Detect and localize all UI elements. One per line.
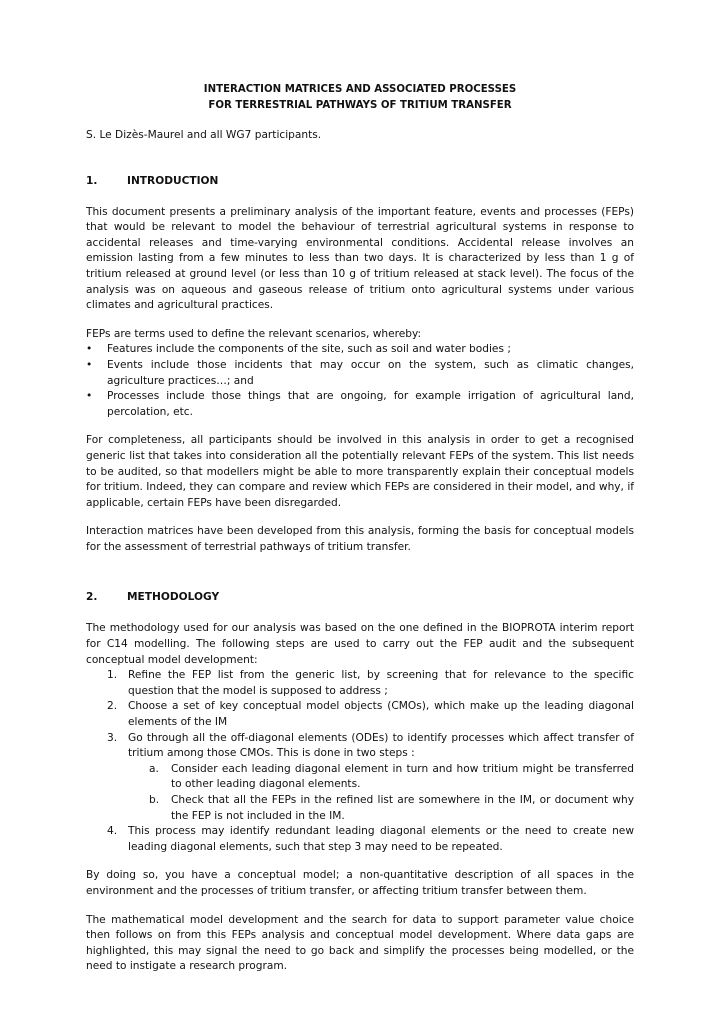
substep-letter: a.	[149, 762, 159, 775]
step-text: Choose a set of key conceptual model objects (CMOs), which make up the leading diagonal elements of the IM	[128, 700, 634, 729]
bullet-icon: •	[86, 358, 93, 371]
step-number: 1.	[107, 669, 118, 682]
bullet-icon: •	[86, 390, 93, 403]
document-title	[86, 82, 634, 114]
list-item	[86, 699, 634, 730]
bullet-text: Processes include those things that are ongoing, for example irrigation of agricultural land, percolation, etc.	[107, 390, 634, 418]
title-line-1: INTERACTION MATRICES AND ASSOCIATED PROCESSES	[203, 84, 517, 95]
step-text: Go through all the off-diagonal elements (ODEs) to identify processes which affect transfer of tritium among those CMOs. This is done in two steps :	[128, 731, 634, 760]
section-2-heading	[86, 591, 634, 603]
section-1-paragraph-2: FEPs are terms used to define the relevant scenarios, whereby:	[86, 327, 422, 340]
bullet-icon: •	[86, 343, 93, 356]
list-item	[86, 668, 634, 699]
section-2-paragraph-2: By doing so, you have a conceptual model; a non-quantitative description of all spaces in the environment and the processes of tritium transfer, or affecting tritium transfer between them.	[86, 869, 634, 897]
list-item	[86, 824, 634, 855]
list-item	[86, 731, 634, 825]
authors: S. Le Dizès-Maurel and all WG7 participants.	[86, 129, 322, 141]
methodology-steps	[86, 668, 634, 855]
step-text: Refine the FEP list from the generic list, by screening that for relevance to the specific question that the model is supposed to address ;	[128, 669, 634, 697]
list-item	[86, 358, 634, 389]
bullet-text: Events include those incidents that may occur on the system, such as climatic changes, agriculture practices…; and	[107, 358, 634, 387]
section-2-title: METHODOLOGY	[127, 591, 220, 604]
list-item	[86, 389, 634, 420]
section-2-number: 2.	[86, 591, 98, 604]
section-1-paragraph-1: This document presents a preliminary analysis of the important feature, events and processes (FEPs) that would be relevant to model the behaviour of terrestrial agricultural systems in response to accidental releases and time-varying environmental conditions. Accidental release involves an emission lasting from a few minutes to less than two days. It is characterized by less than 1 g of tritium released at ground level (or less than 10 g of tritium released at stack level). The focus of the analysis was on aqueous and gaseous release of tritium onto agricultural systems under various climates and agricultural practices.	[86, 205, 634, 312]
list-item	[86, 342, 634, 358]
section-1-paragraph-3: For completeness, all participants should be involved in this analysis in order to get a recognised generic list that takes into consideration all the potentially relevant FEPs of the system. This list needs to be audited, so that modellers might be able to more transparently explain their conceptual models for tritium. Indeed, they can compare and review which FEPs are considered in their model, and why, if applicable, certain FEPs have been disregarded.	[86, 434, 634, 509]
section-1-number: 1.	[86, 174, 98, 187]
step-number: 4.	[107, 825, 118, 838]
title-line-2: FOR TERRESTRIAL PATHWAYS OF TRITIUM TRANSFER	[208, 100, 512, 111]
substeps	[128, 762, 634, 824]
substep-letter: b.	[149, 794, 160, 806]
section-2-paragraph-3: The mathematical model development and the search for data to support parameter value choice then follows on from this FEPs analysis and conceptual model development. Where data gaps are highlighted, this may signal the need to go back and simplify the processes being modelled, or the need to instigate a research program.	[86, 913, 634, 973]
fep-bullet-list	[86, 342, 634, 420]
substep-text: Consider each leading diagonal element in turn and how tritium might be transferred to other leading diagonal elements.	[171, 762, 634, 791]
list-item	[86, 793, 634, 824]
section-2-paragraph-1: The methodology used for our analysis was based on the one defined in the BIOPROTA interim report for C14 modelling. The following steps are used to carry out the FEP audit and the subsequent conceptual model development:	[86, 622, 634, 666]
step-number: 3.	[107, 731, 118, 744]
section-1-paragraph-4: Interaction matrices have been developed from this analysis, forming the basis for conceptual models for the assessment of terrestrial pathways of tritium transfer.	[86, 525, 634, 553]
substep-text: Check that all the FEPs in the refined list are somewhere in the IM, or document why the FEP is not included in the IM.	[171, 794, 634, 822]
bullet-text: Features include the components of the site, such as soil and water bodies ;	[107, 343, 511, 356]
step-number: 2.	[107, 700, 118, 713]
step-text: This process may identify redundant leading diagonal elements or the need to create new leading diagonal elements, such that step 3 may need to be repeated.	[128, 825, 634, 853]
section-1-title: INTRODUCTION	[127, 174, 219, 187]
section-1-heading	[86, 175, 634, 187]
list-item	[86, 762, 634, 793]
